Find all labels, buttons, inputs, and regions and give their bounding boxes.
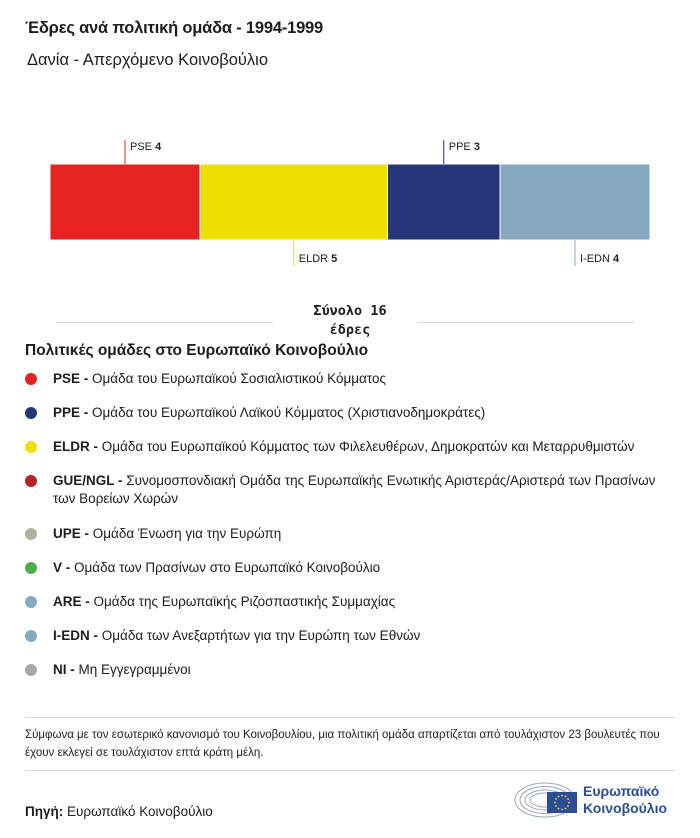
legend-abbr: PSE - <box>53 371 93 386</box>
data-label-eldr: ELDR 5 <box>298 253 338 265</box>
data-label-i-edn: I-EDN 4 <box>580 253 620 265</box>
logo-line-1: Ευρωπαϊκό <box>583 783 660 799</box>
legend-abbr: PPE - <box>53 405 93 420</box>
legend-description: Συνομοσπονδιακή Ομάδα της Ευρωπαϊκής Ενωτικής Αριστεράς/Αριστερά των Πρασίνων των Βορείων Χωρών <box>53 473 656 506</box>
legend-text <box>53 559 668 577</box>
legend-description: Μη Εγγεγραμμένοι <box>78 662 191 677</box>
legend-text <box>53 404 668 422</box>
legend-dot-icon <box>25 528 37 540</box>
legend-text <box>53 370 668 388</box>
legend-description: Ομάδα του Ευρωπαϊκού Κόμματος των Φιλελευθέρων, Δημοκρατών και Μεταρρυθμιστών <box>101 439 635 454</box>
legend-dot-icon <box>25 664 37 676</box>
source-value: Ευρωπαϊκό Κοινοβούλιο <box>67 804 213 819</box>
legend-dot-icon <box>25 407 37 419</box>
total-divider-right <box>418 322 634 323</box>
stacked-bar-chart <box>0 0 700 300</box>
legend-abbr: NI - <box>53 662 79 677</box>
legend-description: Ομάδα των Ανεξαρτήτων για την Ευρώπη των Εθνών <box>101 628 421 643</box>
eu-star-icon <box>567 798 569 800</box>
eu-star-icon <box>561 809 563 811</box>
eu-star-icon <box>555 805 557 807</box>
data-label-pse: PSE 4 <box>130 141 162 153</box>
source-label: Πηγή: <box>25 804 64 819</box>
legend-text <box>53 472 668 508</box>
legend-dot-icon <box>25 596 37 608</box>
legend-abbr: ELDR - <box>53 439 102 454</box>
chart-title: Έδρες ανά πολιτική ομάδα - 1994-1999 <box>25 19 323 37</box>
legend-dot-icon <box>25 562 37 574</box>
eu-star-icon <box>567 805 569 807</box>
total-divider-left <box>56 322 273 323</box>
total-seats <box>270 302 430 340</box>
legend-text <box>53 627 668 645</box>
legend-abbr: V - <box>53 560 75 575</box>
bar-segment-eldr <box>200 164 388 240</box>
legend-dot-icon <box>25 630 37 642</box>
legend-text <box>53 438 668 456</box>
legend-description: Ομάδα των Πρασίνων στο Ευρωπαϊκό Κοινοβούλιο <box>74 560 381 575</box>
legend-abbr: ARE - <box>53 594 94 609</box>
rules-note: Σύμφωνα με τον εσωτερικό κανονισμό του Κοινοβουλίου, μια πολιτική ομάδα απαρτίζεται από τουλάχιστον 23 βουλευτές που έχουν εκλεγεί σε τουλάχιστον επτά κράτη μέλη. <box>25 729 660 759</box>
bar-segment-i-edn <box>500 164 650 240</box>
legend-dot-icon <box>25 475 37 487</box>
legend-description: Ομάδα του Ευρωπαϊκού Σοσιαλιστικού Κόμματος <box>92 371 387 386</box>
source <box>25 804 213 819</box>
chart-subtitle: Δανία - Απερχόμενο Κοινοβούλιο <box>27 51 269 69</box>
data-label-ppe: PPE 3 <box>448 141 480 153</box>
eu-star-icon <box>554 802 556 804</box>
total-seats-count: Σύνολο 16 <box>313 303 387 319</box>
bar-segment-ppe <box>388 164 501 240</box>
legend-text <box>53 593 668 611</box>
bar-segment-pse <box>50 164 200 240</box>
divider <box>25 717 675 718</box>
eu-star-icon <box>561 795 563 797</box>
eu-star-icon <box>558 808 560 810</box>
eu-star-icon <box>565 808 567 810</box>
logo-text <box>583 783 667 817</box>
divider <box>25 770 675 771</box>
legend-description: Ομάδα της Ευρωπαϊκής Ριζοσπαστικής Συμμαχίας <box>93 594 396 609</box>
eu-star-icon <box>565 796 567 798</box>
eu-star-icon <box>568 802 570 804</box>
legend-dot-icon <box>25 373 37 385</box>
legend-abbr: GUE/NGL - <box>53 473 127 488</box>
legend-text <box>53 661 668 679</box>
legend-abbr: UPE - <box>53 526 93 541</box>
legend-title: Πολιτικές ομάδες στο Ευρωπαϊκό Κοινοβούλιο <box>25 342 369 359</box>
eu-star-icon <box>558 796 560 798</box>
legend-description: Ομάδα Ένωση για την Ευρώπη <box>92 526 282 541</box>
total-seats-unit: έδρες <box>329 322 371 338</box>
legend-description: Ομάδα του Ευρωπαϊκού Λαϊκού Κόμματος (Χριστιανοδημοκράτες) <box>92 405 486 420</box>
legend-dot-icon <box>25 441 37 453</box>
legend-abbr: I-EDN - <box>53 628 102 643</box>
eu-star-icon <box>555 798 557 800</box>
legend-text <box>53 525 668 543</box>
logo-line-2: Κοινοβούλιο <box>583 800 668 816</box>
